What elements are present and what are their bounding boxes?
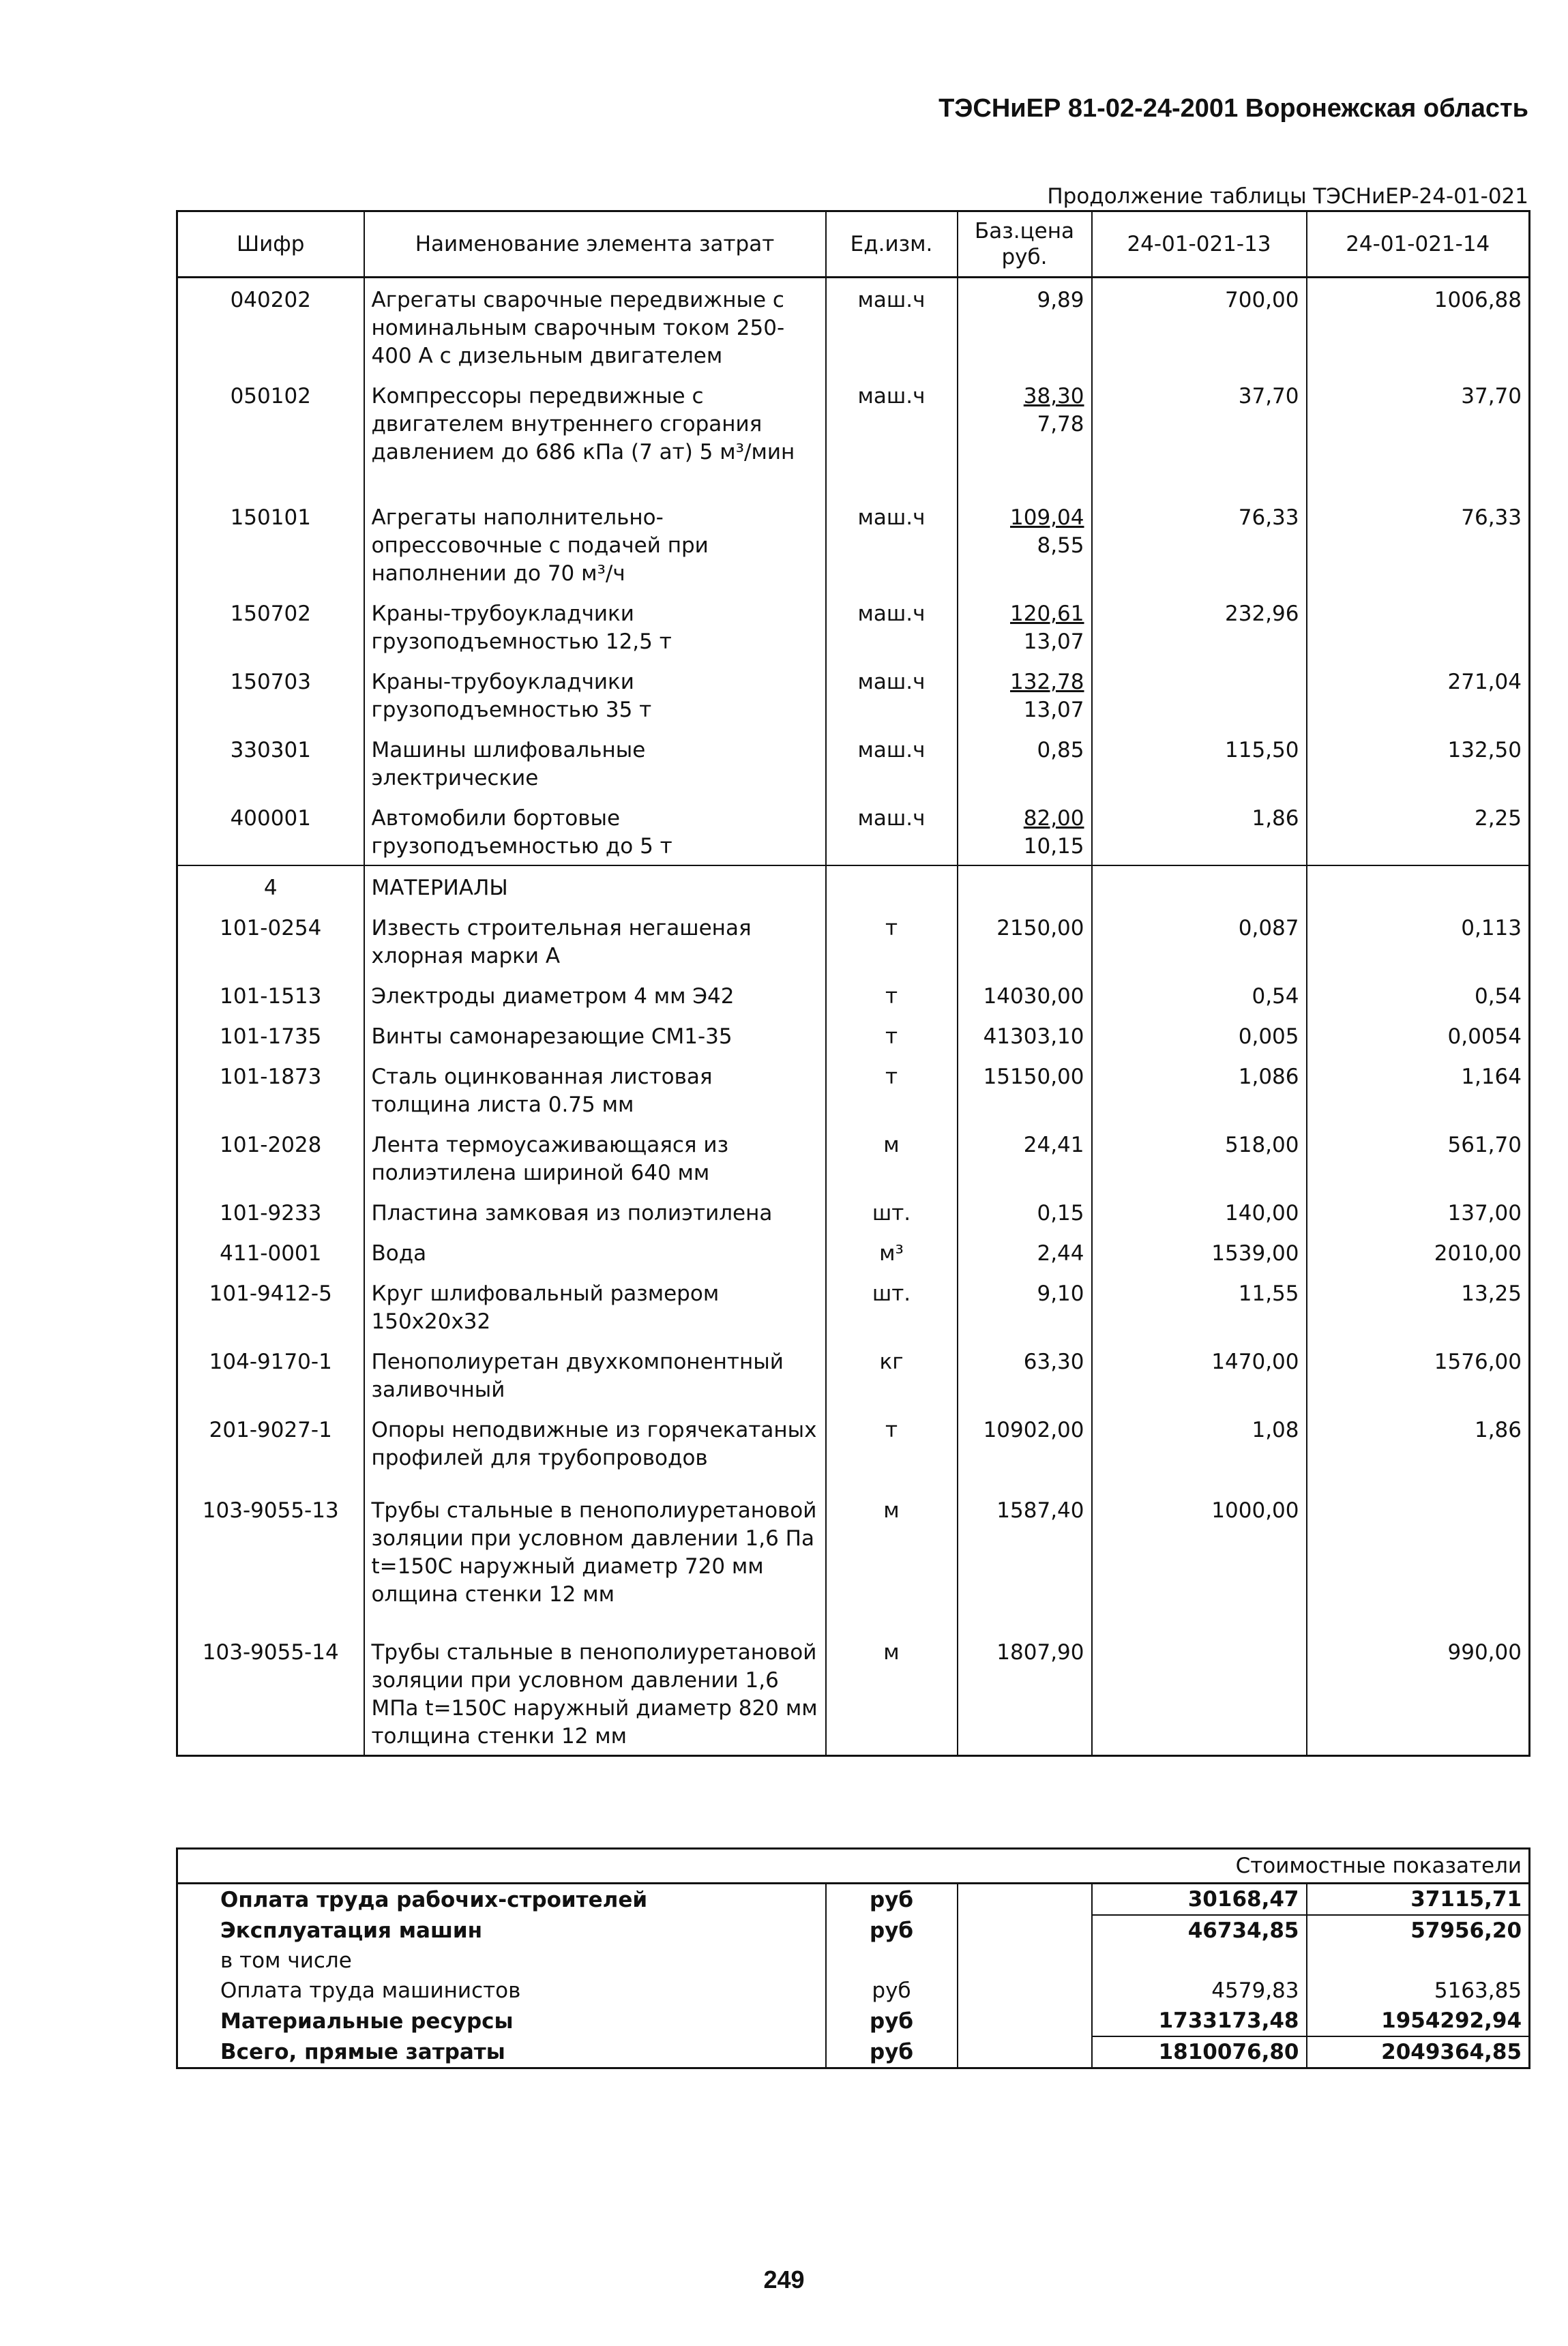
column-header-price: Баз.цена руб. — [958, 211, 1092, 278]
row-value-13: 0,087 — [1092, 906, 1307, 975]
row-value-14: 132,50 — [1307, 728, 1530, 797]
row-code: 103-9055-14 — [177, 1631, 364, 1756]
row-value-14: 76,33 — [1307, 496, 1530, 592]
row-price: 9,10 — [958, 1272, 1092, 1340]
row-value-14: 0,0054 — [1307, 1015, 1530, 1055]
row-code: 101-1873 — [177, 1055, 364, 1123]
summary-value-14: 1954292,94 — [1307, 2006, 1530, 2036]
row-unit: шт. — [826, 1272, 958, 1340]
price-value: 82,00 — [1023, 806, 1084, 831]
row-value-14: 1,164 — [1307, 1055, 1530, 1123]
row-code: 150702 — [177, 592, 364, 660]
table-continuation-caption: Продолжение таблицы ТЭСНиЕР-24-01-021 — [1047, 184, 1528, 209]
row-value-13: 232,96 — [1092, 592, 1307, 660]
row-price: 63,30 — [958, 1340, 1092, 1408]
summary-row — [177, 2036, 1530, 2068]
row-name: Краны-трубоукладчики грузоподъемностью 12,5 т — [364, 592, 826, 660]
row-code: 411-0001 — [177, 1232, 364, 1272]
row-name: Трубы стальные в пенополиуретановой золяции при условном давлении 1,6 Па t=150С наружный диаметр 720 мм олщина стенки 12 мм — [364, 1489, 826, 1631]
row-value-14: 137,00 — [1307, 1191, 1530, 1232]
row-value-13 — [1092, 660, 1307, 728]
row-price — [958, 728, 1092, 797]
row-name: Электроды диаметром 4 мм Э42 — [364, 975, 826, 1015]
summary-unit: руб — [826, 1976, 958, 2006]
row-value-13: 1539,00 — [1092, 1232, 1307, 1272]
table-row — [177, 278, 1530, 375]
summary-value-13: 46734,85 — [1092, 1915, 1307, 1946]
page-title: ТЭСНиЕР 81-02-24-2001 Воронежская область — [938, 94, 1528, 123]
price-value: 0,85 — [1037, 738, 1084, 762]
row-name: Трубы стальные в пенополиуретановой золяции при условном давлении 1,6 МПа t=150С наружный диаметр 820 мм толщина стенки 12 мм — [364, 1631, 826, 1756]
row-unit: т — [826, 1408, 958, 1489]
row-code: 150101 — [177, 496, 364, 592]
table-row — [177, 374, 1530, 496]
table-row — [177, 1272, 1530, 1340]
price-secondary-value: 13,07 — [1023, 698, 1084, 722]
row-unit: м — [826, 1489, 958, 1631]
row-value-13: 1,86 — [1092, 797, 1307, 865]
table-row — [177, 728, 1530, 797]
column-header-name: Наименование элемента затрат — [364, 211, 826, 278]
column-header-code: Шифр — [177, 211, 364, 278]
column-header-24-01-021-13: 24-01-021-13 — [1092, 211, 1307, 278]
table-row — [177, 592, 1530, 660]
row-unit: т — [826, 1015, 958, 1055]
summary-unit: руб — [826, 1915, 958, 1946]
row-unit: кг — [826, 1340, 958, 1408]
table-row — [177, 1232, 1530, 1272]
row-value-13: 140,00 — [1092, 1191, 1307, 1232]
row-value-13: 0,005 — [1092, 1015, 1307, 1055]
row-code: 050102 — [177, 374, 364, 496]
row-code: 101-2028 — [177, 1123, 364, 1191]
table-row — [177, 1408, 1530, 1489]
row-price: 24,41 — [958, 1123, 1092, 1191]
row-unit: т — [826, 1055, 958, 1123]
row-value-14 — [1307, 592, 1530, 660]
row-value-14: 0,54 — [1307, 975, 1530, 1015]
row-value-13: 1,086 — [1092, 1055, 1307, 1123]
row-value-13: 518,00 — [1092, 1123, 1307, 1191]
summary-value-14 — [1307, 1946, 1530, 1976]
row-unit: маш.ч — [826, 660, 958, 728]
row-value-14 — [1307, 1489, 1530, 1631]
row-unit: маш.ч — [826, 496, 958, 592]
row-value-14: 37,70 — [1307, 374, 1530, 496]
row-price: 15150,00 — [958, 1055, 1092, 1123]
row-value-14: 2010,00 — [1307, 1232, 1530, 1272]
price-value: 9,89 — [1037, 288, 1084, 312]
table-row — [177, 1055, 1530, 1123]
price-value: 109,04 — [1010, 505, 1084, 530]
row-unit: маш.ч — [826, 592, 958, 660]
price-secondary-value: 7,78 — [1037, 412, 1084, 436]
row-name: Машины шлифовальные электрические — [364, 728, 826, 797]
row-price: 41303,10 — [958, 1015, 1092, 1055]
row-value-14: 13,25 — [1307, 1272, 1530, 1340]
summary-value-13: 30168,47 — [1092, 1884, 1307, 1916]
row-unit: м³ — [826, 1232, 958, 1272]
row-price: 1587,40 — [958, 1489, 1092, 1631]
row-unit: м — [826, 1123, 958, 1191]
summary-row — [177, 1915, 1530, 1946]
row-value-13: 1000,00 — [1092, 1489, 1307, 1631]
table-header-row — [177, 211, 1530, 278]
summary-caption: Стоимостные показатели — [1235, 1854, 1522, 1878]
row-code: 400001 — [177, 797, 364, 865]
summary-unit: руб — [826, 2036, 958, 2068]
row-name: Пенополиуретан двухкомпонентный заливочный — [364, 1340, 826, 1408]
row-code: 101-9412-5 — [177, 1272, 364, 1340]
table-row — [177, 1489, 1530, 1631]
row-value-13: 115,50 — [1092, 728, 1307, 797]
row-value-13: 11,55 — [1092, 1272, 1307, 1340]
row-code: 101-9233 — [177, 1191, 364, 1232]
summary-row — [177, 1946, 1530, 1976]
row-price — [958, 797, 1092, 865]
row-price: 2,44 — [958, 1232, 1092, 1272]
row-unit: шт. — [826, 1191, 958, 1232]
row-name: Агрегаты сварочные передвижные с номинальным сварочным током 250-400 А с дизельным двигателем — [364, 278, 826, 375]
section-code: 4 — [177, 865, 364, 906]
column-header-24-01-021-14: 24-01-021-14 — [1307, 211, 1530, 278]
row-price: 1807,90 — [958, 1631, 1092, 1756]
row-code: 040202 — [177, 278, 364, 375]
row-value-13: 1470,00 — [1092, 1340, 1307, 1408]
row-code: 101-0254 — [177, 906, 364, 975]
row-price — [958, 496, 1092, 592]
row-value-13: 37,70 — [1092, 374, 1307, 496]
row-code: 104-9170-1 — [177, 1340, 364, 1408]
row-value-14: 561,70 — [1307, 1123, 1530, 1191]
row-unit: м — [826, 1631, 958, 1756]
row-value-13: 700,00 — [1092, 278, 1307, 375]
price-value: 38,30 — [1023, 384, 1084, 409]
summary-value-14: 57956,20 — [1307, 1915, 1530, 1946]
norms-table — [176, 210, 1530, 1757]
page-number: 249 — [763, 2266, 805, 2293]
row-name: Агрегаты наполнительно-опрессовочные с подачей при наполнении до 70 м³/ч — [364, 496, 826, 592]
summary-unit: руб — [826, 1884, 958, 1916]
row-price — [958, 278, 1092, 375]
row-price — [958, 374, 1092, 496]
row-name: Лента термоусаживающаяся из полиэтилена шириной 640 мм — [364, 1123, 826, 1191]
row-price: 10902,00 — [958, 1408, 1092, 1489]
table-row — [177, 975, 1530, 1015]
summary-label: Материальные ресурсы — [177, 2006, 826, 2036]
summary-value-14: 37115,71 — [1307, 1884, 1530, 1916]
table-row — [177, 1015, 1530, 1055]
table-row — [177, 1340, 1530, 1408]
row-price — [958, 592, 1092, 660]
price-value: 120,61 — [1010, 602, 1084, 626]
price-secondary-value: 8,55 — [1037, 533, 1084, 558]
row-value-14: 990,00 — [1307, 1631, 1530, 1756]
summary-value-13: 1733173,48 — [1092, 2006, 1307, 2036]
row-value-14: 2,25 — [1307, 797, 1530, 865]
summary-row — [177, 1884, 1530, 1916]
summary-value-14: 5163,85 — [1307, 1976, 1530, 2006]
row-name: Винты самонарезающие СМ1-35 — [364, 1015, 826, 1055]
section-title: МАТЕРИАЛЫ — [364, 865, 826, 906]
row-value-13: 0,54 — [1092, 975, 1307, 1015]
table-row — [177, 496, 1530, 592]
row-price — [958, 660, 1092, 728]
row-name: Компрессоры передвижные с двигателем внутреннего сгорания давлением до 686 кПа (7 ат) 5 м³/мин — [364, 374, 826, 496]
table-row — [177, 906, 1530, 975]
row-value-13 — [1092, 1631, 1307, 1756]
row-name: Сталь оцинкованная листовая толщина листа 0.75 мм — [364, 1055, 826, 1123]
summary-row — [177, 1976, 1530, 2006]
row-code: 201-9027-1 — [177, 1408, 364, 1489]
summary-unit — [826, 1946, 958, 1976]
row-unit: маш.ч — [826, 728, 958, 797]
summary-label: Оплата труда машинистов — [177, 1976, 826, 2006]
column-header-unit: Ед.изм. — [826, 211, 958, 278]
row-code: 103-9055-13 — [177, 1489, 364, 1631]
summary-row — [177, 2006, 1530, 2036]
row-code: 150703 — [177, 660, 364, 728]
price-secondary-value: 10,15 — [1023, 834, 1084, 859]
summary-value-14: 2049364,85 — [1307, 2036, 1530, 2068]
summary-value-13: 4579,83 — [1092, 1976, 1307, 2006]
table-row — [177, 1123, 1530, 1191]
table-row — [177, 660, 1530, 728]
table-row — [177, 1191, 1530, 1232]
summary-label: Оплата труда рабочих-строителей — [177, 1884, 826, 1916]
row-unit: т — [826, 975, 958, 1015]
row-value-13: 1,08 — [1092, 1408, 1307, 1489]
row-name: Вода — [364, 1232, 826, 1272]
section-header-row — [177, 865, 1530, 906]
row-name: Пластина замковая из полиэтилена — [364, 1191, 826, 1232]
price-secondary-value: 13,07 — [1023, 629, 1084, 654]
row-name: Известь строительная негашеная хлорная марки А — [364, 906, 826, 975]
cost-summary-table — [176, 1847, 1530, 2069]
row-value-14: 0,113 — [1307, 906, 1530, 975]
summary-label: в том числе — [177, 1946, 826, 1976]
row-price: 2150,00 — [958, 906, 1092, 975]
row-name: Опоры неподвижные из горячекатаных профилей для трубопроводов — [364, 1408, 826, 1489]
row-price: 14030,00 — [958, 975, 1092, 1015]
summary-label: Всего, прямые затраты — [177, 2036, 826, 2068]
price-value: 132,78 — [1010, 670, 1084, 694]
row-price: 0,15 — [958, 1191, 1092, 1232]
row-value-14: 1,86 — [1307, 1408, 1530, 1489]
row-code: 101-1735 — [177, 1015, 364, 1055]
row-name: Краны-трубоукладчики грузоподъемностью 35 т — [364, 660, 826, 728]
row-unit: маш.ч — [826, 374, 958, 496]
row-value-14: 1576,00 — [1307, 1340, 1530, 1408]
row-value-14: 271,04 — [1307, 660, 1530, 728]
row-name: Круг шлифовальный размером 150х20х32 — [364, 1272, 826, 1340]
summary-value-13 — [1092, 1946, 1307, 1976]
row-name: Автомобили бортовые грузоподъемностью до 5 т — [364, 797, 826, 865]
table-row — [177, 797, 1530, 865]
row-code: 330301 — [177, 728, 364, 797]
summary-unit: руб — [826, 2006, 958, 2036]
table-row — [177, 1631, 1530, 1756]
summary-value-13: 1810076,80 — [1092, 2036, 1307, 2068]
row-value-13: 76,33 — [1092, 496, 1307, 592]
row-value-14: 1006,88 — [1307, 278, 1530, 375]
row-unit: т — [826, 906, 958, 975]
summary-caption-row — [177, 1849, 1530, 1884]
row-unit: маш.ч — [826, 278, 958, 375]
row-unit: маш.ч — [826, 797, 958, 865]
row-code: 101-1513 — [177, 975, 364, 1015]
summary-label: Эксплуатация машин — [177, 1915, 826, 1946]
